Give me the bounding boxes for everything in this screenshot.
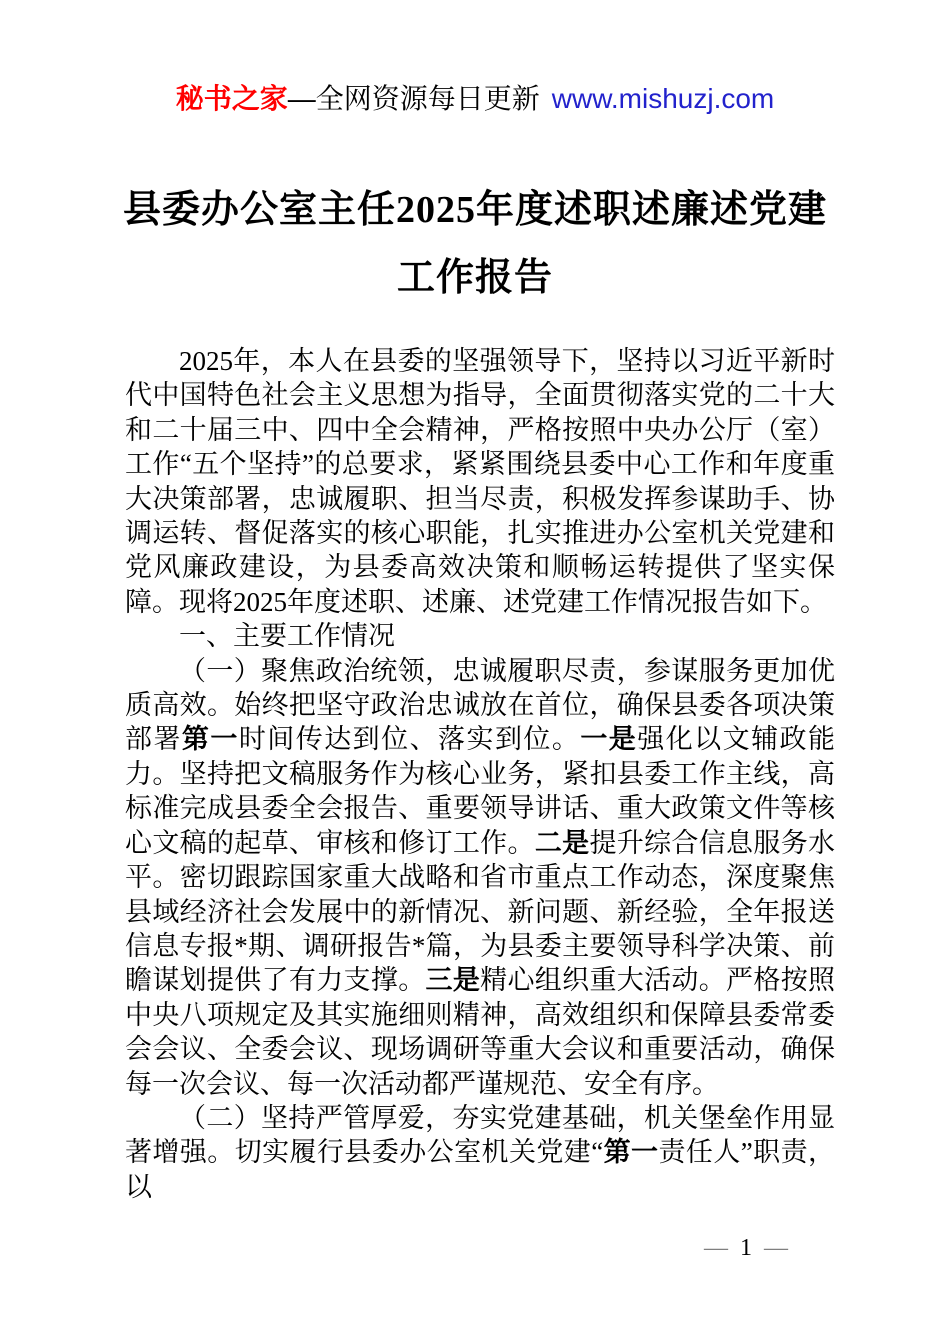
document-title [0, 176, 950, 312]
paragraph-section-1-2 [125, 1101, 835, 1204]
site-url-link[interactable]: www.mishuzj.com [551, 83, 775, 114]
bold-run: 三是 [425, 965, 481, 996]
site-header [0, 80, 950, 118]
paragraph-section-1-1 [125, 654, 835, 1101]
page-number-value: 1 [740, 1235, 752, 1261]
text-run: 一、主要工作情况 [179, 621, 395, 652]
text-run: 责任人”职责，以 [125, 1137, 836, 1202]
bold-run: 二是 [534, 827, 590, 858]
page-number [704, 1234, 788, 1262]
site-brand: 秘书之家 [175, 83, 288, 114]
document-body [125, 344, 835, 1204]
page-number-dash-left: — [704, 1235, 728, 1261]
page-number-dash-right: — [764, 1235, 788, 1261]
text-run: 提升综合信息服务水平。密切跟踪国家重大战略和省市重点工作动态，深度聚焦县域经济社会发展中的新情况、新问题、新经验，全年报送信息专报*期、调研报告*篇，为县委主要领导科学决策、前瞻谋划提供了有力支撑。 [125, 827, 836, 996]
document-title-line1: 县委办公室主任2025年度述职述廉述党建 [122, 189, 827, 231]
text-run: （二）坚持严管厚爱，夯实党建基础，机关堡垒作用显著增强。切实履行县委办公室机关党建“ [125, 1102, 835, 1168]
site-tagline: —全网资源每日更新 [287, 83, 540, 114]
text-run: 2025年，本人在县委的坚强领导下，坚持以习近平新时代中国特色社会主义思想为指导，全面贯彻落实党的二十大和二十届三中、四中全会精神，严格按照中央办公厅（室）工作“五个坚持”的总要求，紧紧围绕县委中心工作和年度重大决策部署，忠诚履职、担当尽责，积极发挥参谋助手、协调运转、督促落实的核心职能，扎实推进办公室机关党建和党风廉政建设，为县委高效决策和顺畅运转提供了坚实保障。现将2025年度述职、述廉、述党建工作情况报告如下。 [125, 346, 835, 617]
text-run: 精心组织重大活动。严格按照中央八项规定及其实施细则精神，高效组织和保障县委常委会会议、全委会议、现场调研等重大会议和重要活动，确保每一次会议、每一次活动都严谨规范、安全有序。 [125, 965, 836, 1099]
bold-run: 一是 [580, 724, 638, 755]
bold-run: 第一 [603, 1137, 659, 1168]
paragraph-intro [125, 344, 835, 619]
section-heading-1 [125, 619, 835, 653]
text-run: 强化以文辅政能力。坚持把文稿服务作为核心业务，紧扣县委工作主线，高标准完成县委全会报告、重要领导讲话、重大政策文件等核心文稿的起草、审核和修订工作。 [125, 724, 836, 858]
bold-run: 第一 [181, 724, 239, 755]
text-run: （一）聚焦政治统领，忠诚履职尽责，参谋服务更加优质高效。始终把坚守政治忠诚放在首位，确保县委各项决策部署 [125, 655, 835, 755]
document-title-line2: 工作报告 [396, 257, 553, 299]
text-run: 时间传达到位、落实到位。 [238, 724, 581, 755]
